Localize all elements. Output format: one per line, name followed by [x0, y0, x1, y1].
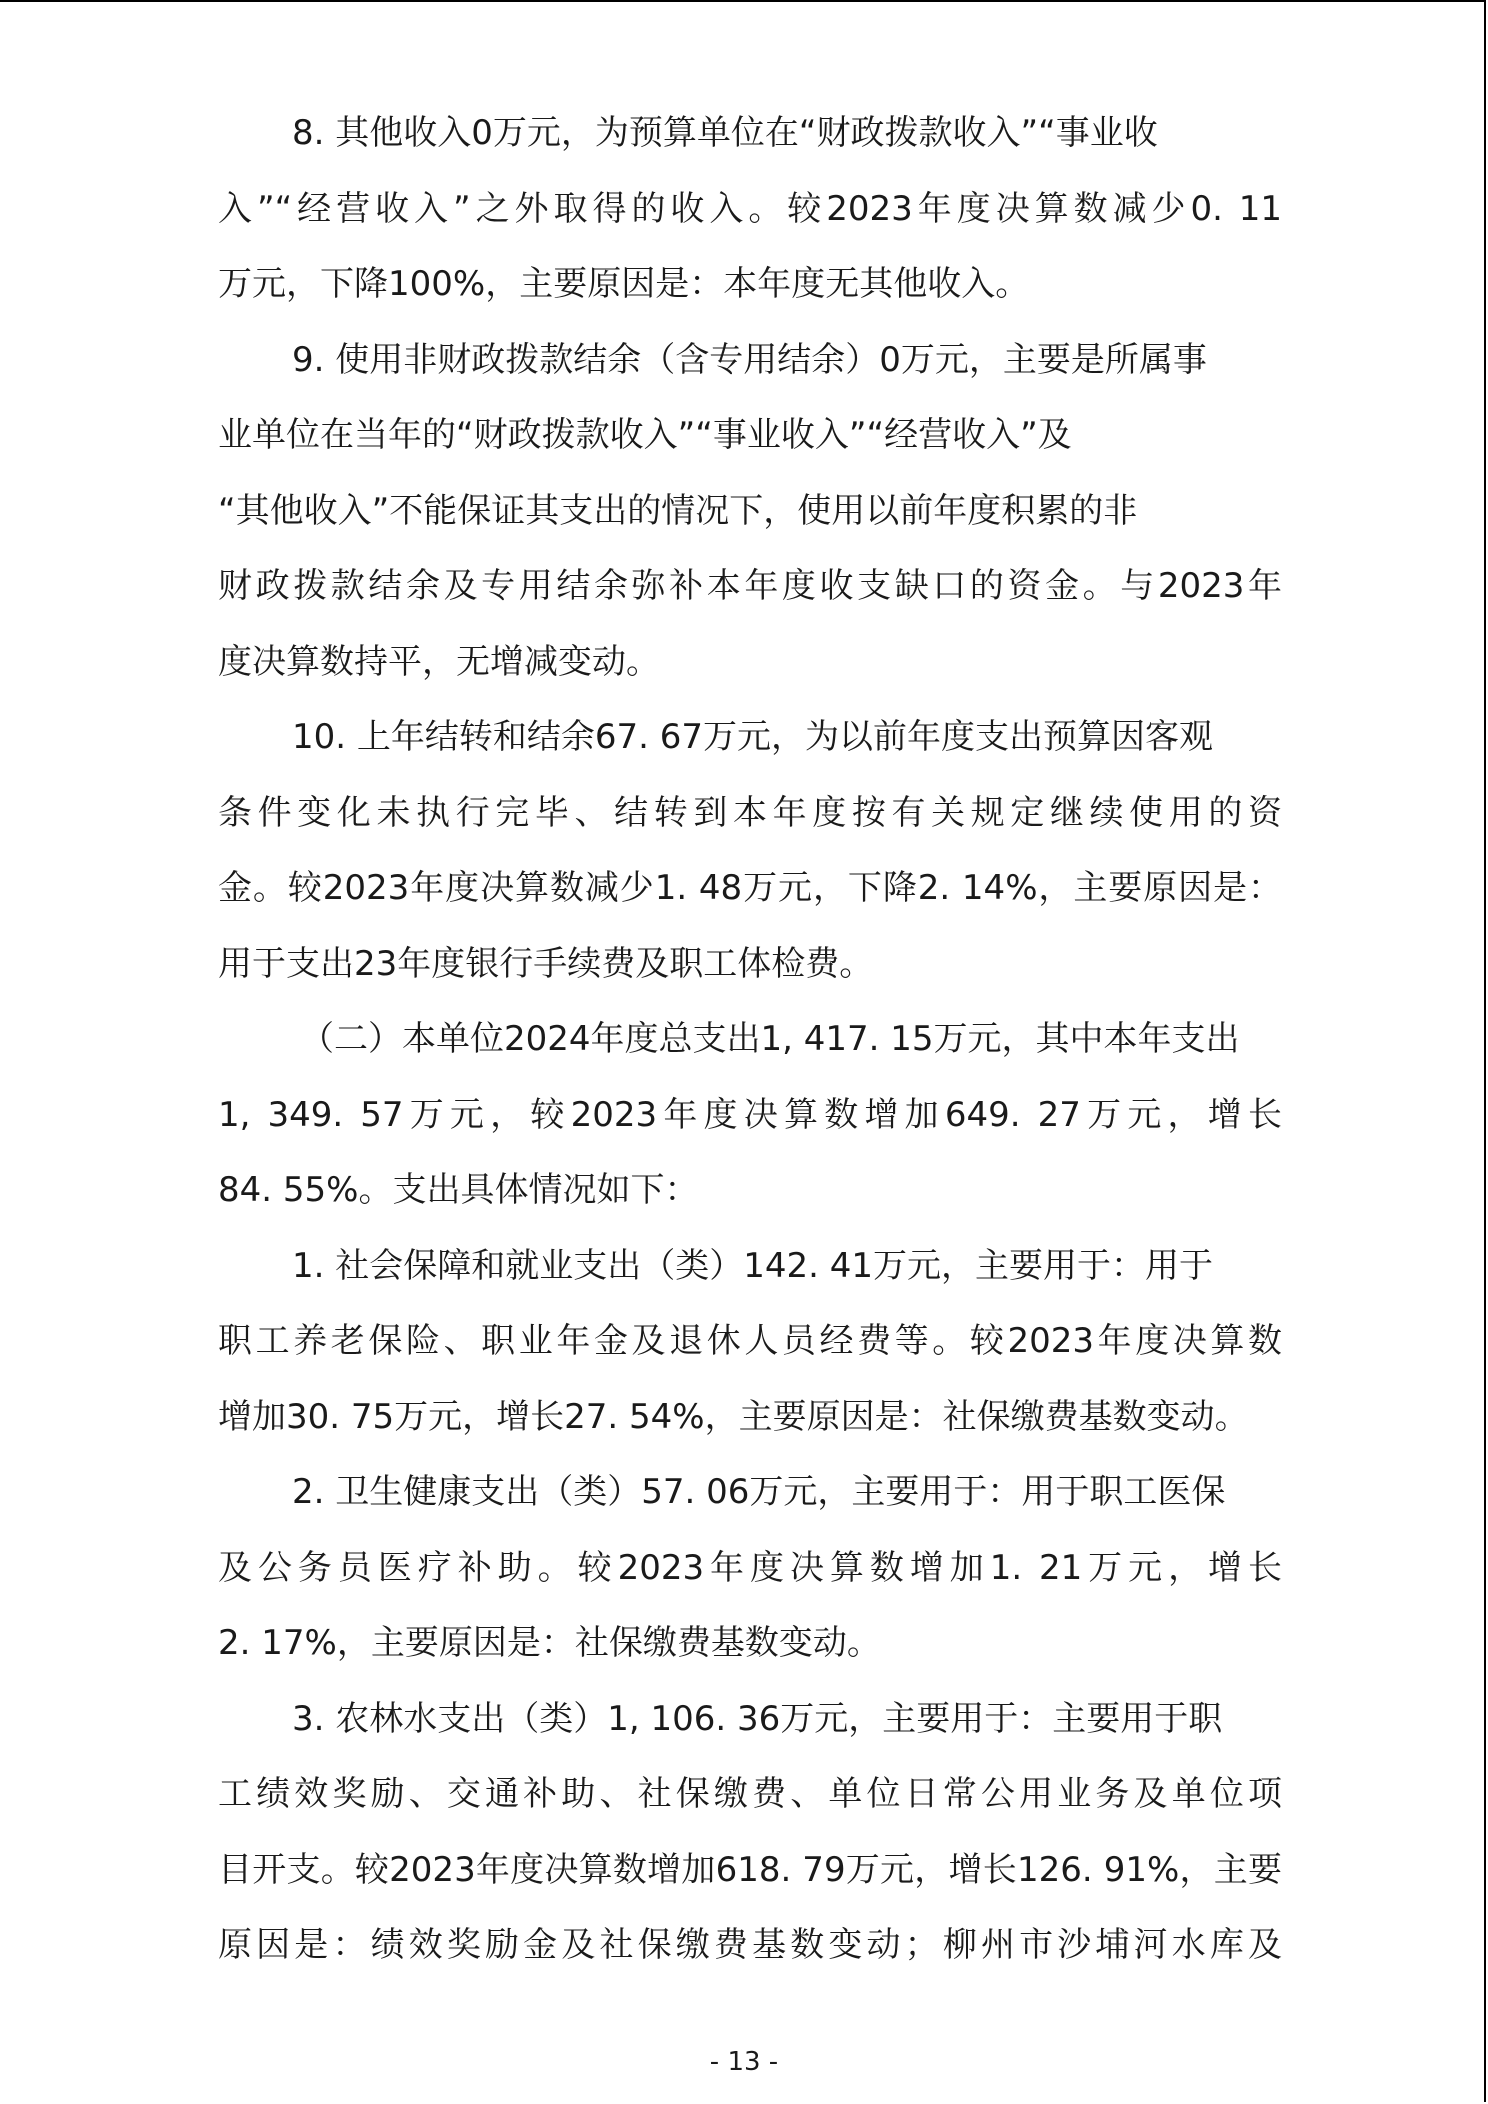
paragraph-line: 目开支。较2023年度决算数增加618. 79万元，增长126. 91%，主要 [218, 1849, 1282, 1890]
paragraph-line: 万元，下降100%，主要原因是：本年度无其他收入。 [218, 264, 1030, 304]
paragraph-line: 3. 农林水支出（类）1, 106. 36万元，主要用于：主要用于职 [292, 1698, 1223, 1739]
paragraph-line: “其他收入”不能保证其支出的情况下，使用以前年度积累的非 [218, 490, 1138, 531]
paragraph-line: 增加30. 75万元，增长27. 54%，主要原因是：社保缴费基数变动。 [218, 1396, 1249, 1437]
paragraph-line: 2. 17%，主要原因是：社保缴费基数变动。 [218, 1623, 881, 1663]
paragraph-line: 84. 55%。支出具体情况如下： [218, 1170, 699, 1210]
paragraph-line: 财政拨款结余及专用结余弥补本年度收支缺口的资金。与2023年 [218, 566, 1282, 606]
paragraph-line: 金。较2023年度决算数减少1. 48万元，下降2. 14%，主要原因是： [218, 868, 1282, 908]
paragraph-line: 度决算数持平，无增减变动。 [218, 641, 660, 682]
section-heading-line: （二）本单位2024年度总支出1, 417. 15万元，其中本年支出 [300, 1019, 1240, 1059]
paragraph-line: 原因是：绩效奖励金及社保缴费基数变动；柳州市沙埔河水库及 [218, 1925, 1282, 1965]
paragraph-line: 10. 上年结转和结余67. 67万元，为以前年度支出预算因客观 [292, 717, 1214, 757]
paragraph-line: 工绩效奖励、交通补助、社保缴费、单位日常公用业务及单位项 [218, 1774, 1282, 1814]
paragraph-line: 2. 卫生健康支出（类）57. 06万元，主要用于：用于职工医保 [292, 1472, 1226, 1512]
paragraph-line: 8. 其他收入0万元，为预算单位在“财政拨款收入”“事业收 [292, 113, 1158, 153]
paragraph-line: 用于支出23年度银行手续费及职工体检费。 [218, 943, 874, 984]
paragraph-line: 条件变化未执行完毕、结转到本年度按有关规定继续使用的资 [218, 792, 1282, 833]
page-number: - 13 - [709, 2047, 779, 2077]
paragraph-line: 入”“经营收入”之外取得的收入。较2023年度决算数减少0. 11 [218, 188, 1282, 229]
paragraph-line: 1, 349. 57万元，较2023年度决算数增加649. 27万元，增长 [218, 1094, 1282, 1135]
paragraph-line: 1. 社会保障和就业支出（类）142. 41万元，主要用于：用于 [292, 1245, 1214, 1286]
paragraph-line: 及公务员医疗补助。较2023年度决算数增加1. 21万元，增长 [218, 1547, 1282, 1588]
paragraph-line: 业单位在当年的“财政拨款收入”“事业收入”“经营收入”及 [218, 415, 1072, 455]
paragraph-line: 职工养老保险、职业年金及退休人员经费等。较2023年度决算数 [218, 1321, 1282, 1361]
document-body [218, 96, 1282, 1984]
paragraph-line: 9. 使用非财政拨款结余（含专用结余）0万元，主要是所属事 [292, 339, 1207, 380]
